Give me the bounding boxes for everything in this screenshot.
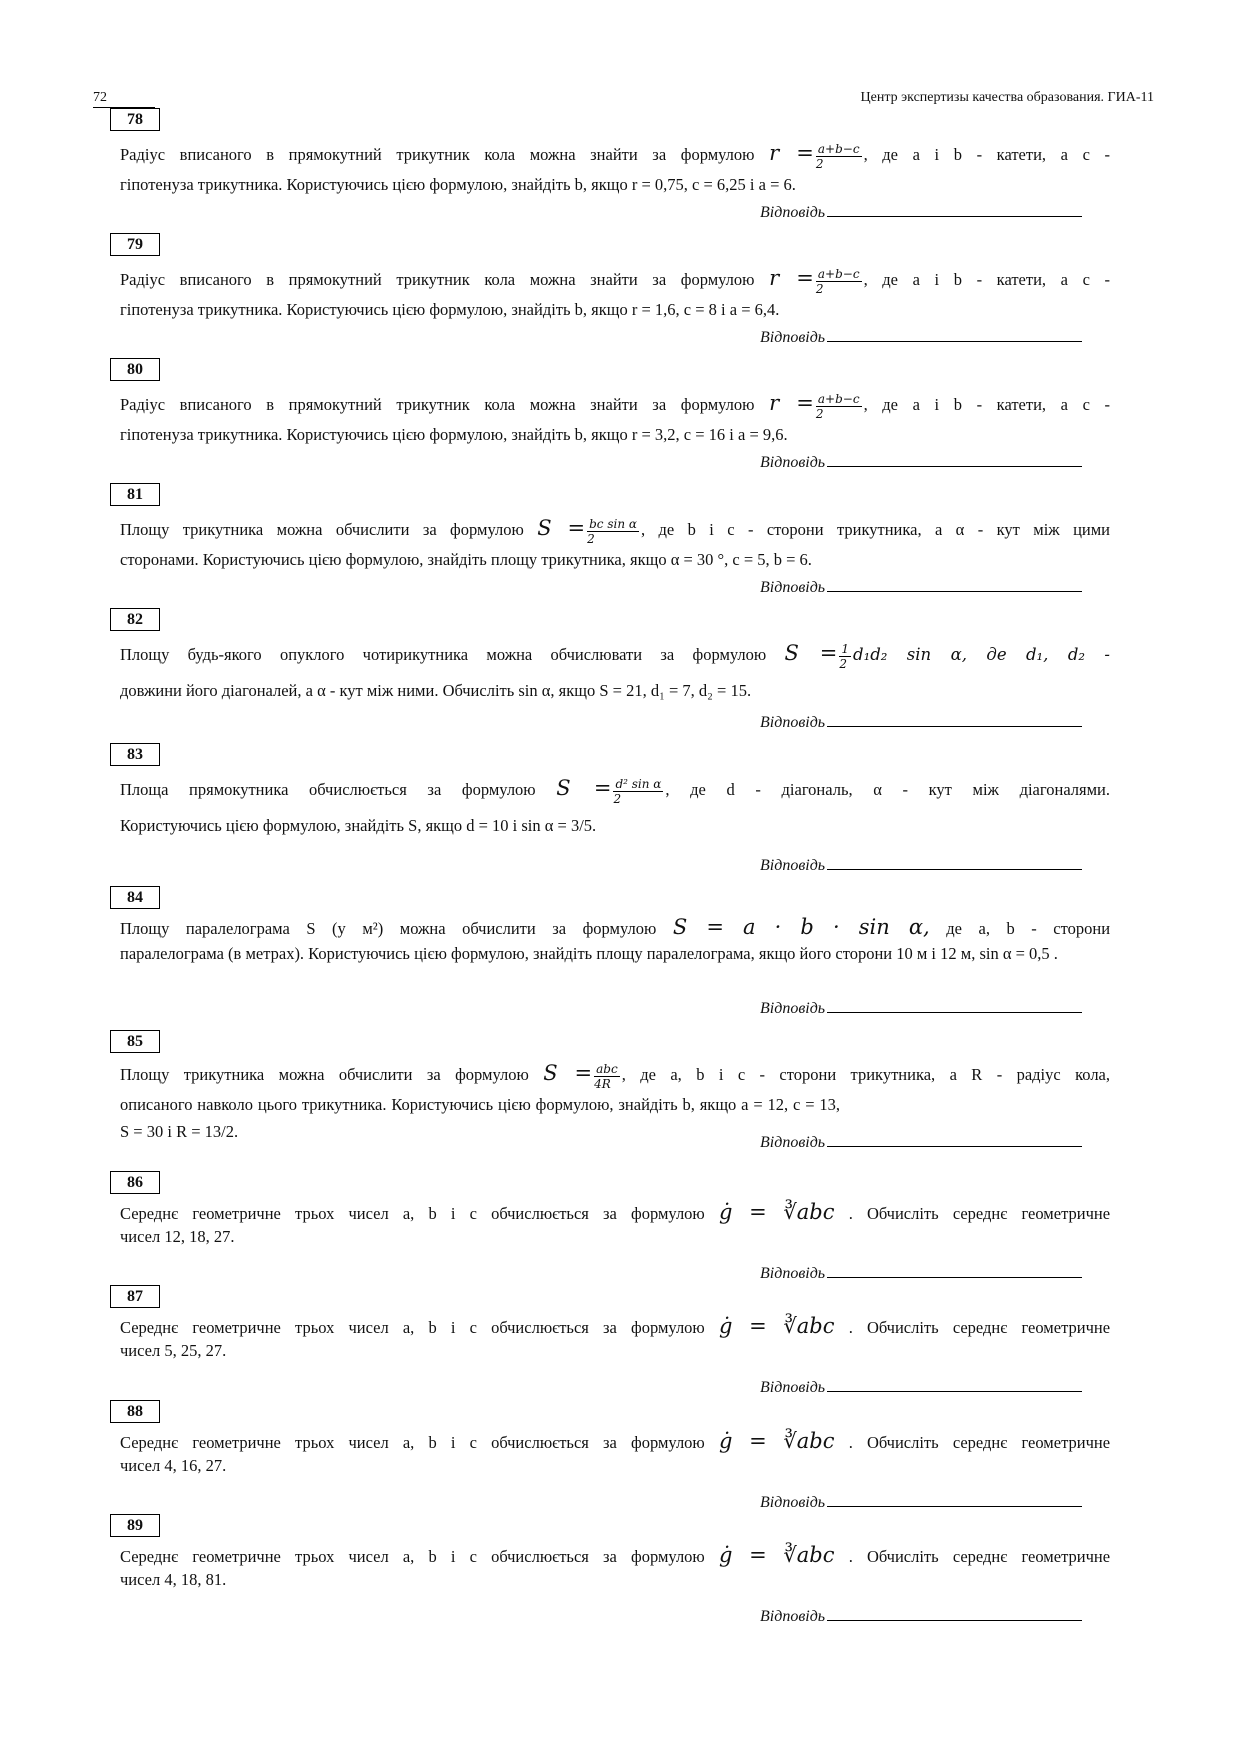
answer-label: Відповідь [760, 857, 826, 874]
formula-intro: Середнє геометричне трьох чисел a, b і c обчислюється за формулою [120, 1318, 705, 1337]
answer-label: Відповідь [760, 1379, 826, 1396]
problem-text [120, 640, 1110, 704]
answer-label: Відповідь [760, 714, 826, 731]
problem-number: 85 [110, 1030, 160, 1053]
problem-line-2: довжини його діагоналей, а α - кут між ними. Обчисліть sin α, якщо S = 21, d₁ = 7, d₂ = 15. [120, 680, 752, 700]
answer-line[interactable] [827, 853, 1082, 870]
answer-field[interactable] [760, 200, 1082, 222]
answer-line[interactable] [827, 1375, 1082, 1392]
problem-line-1 [120, 1313, 1110, 1341]
answer-label: Відповідь [760, 1608, 826, 1625]
problem-line-2: гіпотенуза трикутника. Користуючись цією формулою, знайдіть b, якщо r = 0,75, c = 6,25 і a = 6. [120, 174, 796, 194]
problem-text [120, 1428, 1110, 1476]
answer-label: Відповідь [760, 454, 826, 471]
answer-label: Відповідь [760, 1134, 826, 1151]
answer-line[interactable] [827, 1130, 1082, 1147]
answer-label: Відповідь [760, 1000, 826, 1017]
problem-number: 86 [110, 1171, 160, 1194]
answer-field[interactable] [760, 1604, 1082, 1626]
problem-line-1 [120, 1428, 1110, 1456]
formula-tail: , де a і b - катети, а c - [863, 145, 1110, 164]
formula-fraction [587, 517, 639, 546]
problem-text [120, 515, 1110, 573]
problem-line-2: гіпотенуза трикутника. Користуючись цією формулою, знайдіть b, якщо r = 3,2, c = 16 і a = 9,6. [120, 424, 788, 444]
problem-line-1 [120, 515, 1110, 546]
fraction-numerator: bc sin α [589, 516, 637, 531]
problem-number: 87 [110, 1285, 160, 1308]
answer-field[interactable] [760, 575, 1082, 597]
answer-label: Відповідь [760, 1494, 826, 1511]
formula-lhs: S = [537, 516, 586, 540]
formula-tail: . Обчисліть середнє геометричне [848, 1318, 1111, 1337]
formula-intro: Площу трикутника можна обчислити за формулою [120, 520, 524, 539]
problem-text [120, 1313, 1110, 1361]
fraction-numerator: a+b−c [817, 391, 860, 406]
fraction-numerator: a+b−c [817, 141, 860, 156]
formula-tail: , де a, b і c - сторони трикутника, а R - радіус кола, [621, 1065, 1110, 1084]
problem-line-1 [120, 140, 1110, 171]
problem-line-2: гіпотенуза трикутника. Користуючись цією формулою, знайдіть b, якщо r = 1,6, c = 8 і a = 6,4. [120, 299, 780, 319]
problem-line-1 [120, 390, 1110, 421]
formula-tail: . Обчисліть середнє геометричне [848, 1204, 1111, 1223]
fraction-denominator: 2 [815, 281, 824, 296]
formula-intro: Середнє геометричне трьох чисел a, b і c обчислюється за формулою [120, 1547, 705, 1566]
formula-tail: де a, b - сторони [946, 919, 1111, 938]
fraction-denominator: 2 [587, 531, 595, 546]
formula-intro: Середнє геометричне трьох чисел a, b і c обчислюється за формулою [120, 1204, 705, 1223]
answer-field[interactable] [760, 853, 1082, 875]
answer-field[interactable] [760, 1490, 1082, 1512]
problem-text [120, 1542, 1110, 1590]
formula-intro: Радіус вписаного в прямокутний трикутник кола можна знайти за формулою [120, 145, 755, 164]
problem-number: 80 [110, 358, 160, 381]
fraction-denominator: 2 [839, 656, 848, 671]
formula-fraction [613, 777, 663, 806]
answer-line[interactable] [827, 450, 1082, 467]
answer-line[interactable] [827, 996, 1082, 1013]
fraction-numerator: abc [596, 1061, 618, 1076]
answer-line[interactable] [827, 575, 1082, 592]
problem-line-1 [120, 775, 1110, 806]
formula-fraction [816, 267, 862, 296]
problem-line-2: чисел 5, 25, 27. [120, 1341, 227, 1360]
problem-number: 88 [110, 1400, 160, 1423]
formula-lhs: r = [769, 391, 814, 415]
problem-line-1 [120, 1542, 1110, 1570]
formula-lhs: S = a · b · sin α, [672, 915, 930, 939]
formula-intro: Радіус вписаного в прямокутний трикутник кола можна знайти за формулою [120, 395, 755, 414]
problem-number: 79 [110, 233, 160, 256]
problem-line-2: чисел 12, 18, 27. [120, 1227, 235, 1246]
answer-label: Відповідь [760, 204, 826, 221]
answer-line[interactable] [827, 1490, 1082, 1507]
problem-number: 84 [110, 886, 160, 909]
formula-lhs: S = [556, 776, 612, 800]
fraction-numerator: d² sin α [615, 776, 662, 791]
problem-line-2: паралелограма (в метрах). Користуючись цією формулою, знайдіть площу паралелограма, якщо його сторони 10 м і 12 м, sin α = 0,5 . [120, 944, 1058, 963]
fraction-denominator: 2 [815, 156, 824, 171]
problem-number: 89 [110, 1514, 160, 1537]
answer-field[interactable] [760, 710, 1082, 732]
page-header-title: Центр экспертизы качества образования. ГИА-11 [860, 90, 1154, 105]
problem-line-2: чисел 4, 16, 27. [120, 1456, 227, 1475]
problem-line-2: Користуючись цією формулою, знайдіть S, якщо d = 10 і sin α = 3/5. [120, 815, 597, 835]
fraction-denominator: 2 [613, 791, 622, 806]
problem-line-2: сторонами. Користуючись цією формулою, знайдіть площу трикутника, якщо α = 30 °, c = 5, b = 6. [120, 549, 812, 569]
problem-line-1 [120, 640, 1110, 671]
problem-number: 78 [110, 108, 160, 131]
formula-tail: , де a і b - катети, а c - [863, 270, 1110, 289]
fraction-denominator: 4R [594, 1076, 611, 1091]
formula-lhs: r = [769, 266, 814, 290]
answer-label: Відповідь [760, 579, 826, 596]
problem-line-1 [120, 265, 1110, 296]
formula-fraction [816, 392, 862, 421]
page-number: 72 [93, 90, 107, 105]
problem-line-2: описаного навколо цього трикутника. Користуючись цією формулою, знайдіть b, якщо a = 12, c = 13, S = 30 і R = 13/2. [120, 1094, 840, 1141]
answer-line[interactable] [827, 710, 1082, 727]
formula-fraction [594, 1062, 620, 1091]
formula-lhs: ġ = ∛abc [718, 1543, 835, 1567]
formula-tail: , де d - діагональ, α - кут між діагоналями. [665, 780, 1111, 799]
formula-lhs: r = [769, 141, 814, 165]
problem-number: 83 [110, 743, 160, 766]
formula-lhs: S = [784, 641, 838, 665]
answer-field[interactable] [760, 1375, 1082, 1397]
problem-text [120, 265, 1110, 323]
answer-field[interactable] [760, 1261, 1082, 1283]
formula-tail: . Обчисліть середнє геометричне [848, 1547, 1111, 1566]
fraction-numerator: a+b−c [817, 266, 860, 281]
answer-line[interactable] [827, 1261, 1082, 1278]
formula-intro: Радіус вписаного в прямокутний трикутник кола можна знайти за формулою [120, 270, 755, 289]
formula-lhs: ġ = ∛abc [718, 1314, 835, 1338]
formula-fraction [816, 142, 862, 171]
problem-text [120, 390, 1110, 448]
formula-intro: Площу трикутника можна обчислити за формулою [120, 1065, 529, 1084]
answer-field[interactable] [760, 325, 1082, 347]
problem-line-1 [120, 1060, 1110, 1091]
fraction-numerator: 1 [841, 641, 850, 656]
fraction-denominator: 2 [815, 406, 824, 421]
problem-line-1 [120, 1199, 1110, 1227]
problem-text [120, 775, 1110, 839]
answer-line[interactable] [827, 325, 1082, 342]
problem-number: 81 [110, 483, 160, 506]
formula-tail: , де a і b - катети, а c - [863, 395, 1110, 414]
answer-label: Відповідь [760, 329, 826, 346]
problem-line-1 [120, 914, 1110, 942]
formula-intro: Середнє геометричне трьох чисел a, b і c обчислюється за формулою [120, 1433, 705, 1452]
formula-lhs: S = [543, 1061, 593, 1085]
formula-intro: Площа прямокутника обчислюється за формулою [120, 780, 536, 799]
answer-line[interactable] [827, 1604, 1082, 1621]
answer-field[interactable] [760, 1130, 1082, 1152]
answer-field[interactable] [760, 996, 1082, 1018]
answer-line[interactable] [827, 200, 1082, 217]
problem-line-2: чисел 4, 18, 81. [120, 1570, 227, 1589]
problem-text [120, 1199, 1110, 1247]
problem-text [120, 140, 1110, 198]
formula-tail: , де b і c - сторони трикутника, а α - кут між цими [640, 520, 1111, 539]
formula-lhs: ġ = ∛abc [718, 1429, 835, 1453]
formula-tail: . Обчисліть середнє геометричне [848, 1433, 1111, 1452]
formula-tail: d₁d₂ sin α, де d₁, d₂ - [853, 645, 1110, 664]
formula-lhs: ġ = ∛abc [718, 1200, 835, 1224]
answer-field[interactable] [760, 450, 1082, 472]
formula-fraction [839, 642, 851, 671]
answer-label: Відповідь [760, 1265, 826, 1282]
formula-intro: Площу будь-якого опуклого чотирикутника можна обчислювати за формулою [120, 645, 767, 664]
problem-text [120, 914, 1110, 966]
formula-intro: Площу паралелограма S (у м²) можна обчислити за формулою [120, 919, 657, 938]
problem-number: 82 [110, 608, 160, 631]
